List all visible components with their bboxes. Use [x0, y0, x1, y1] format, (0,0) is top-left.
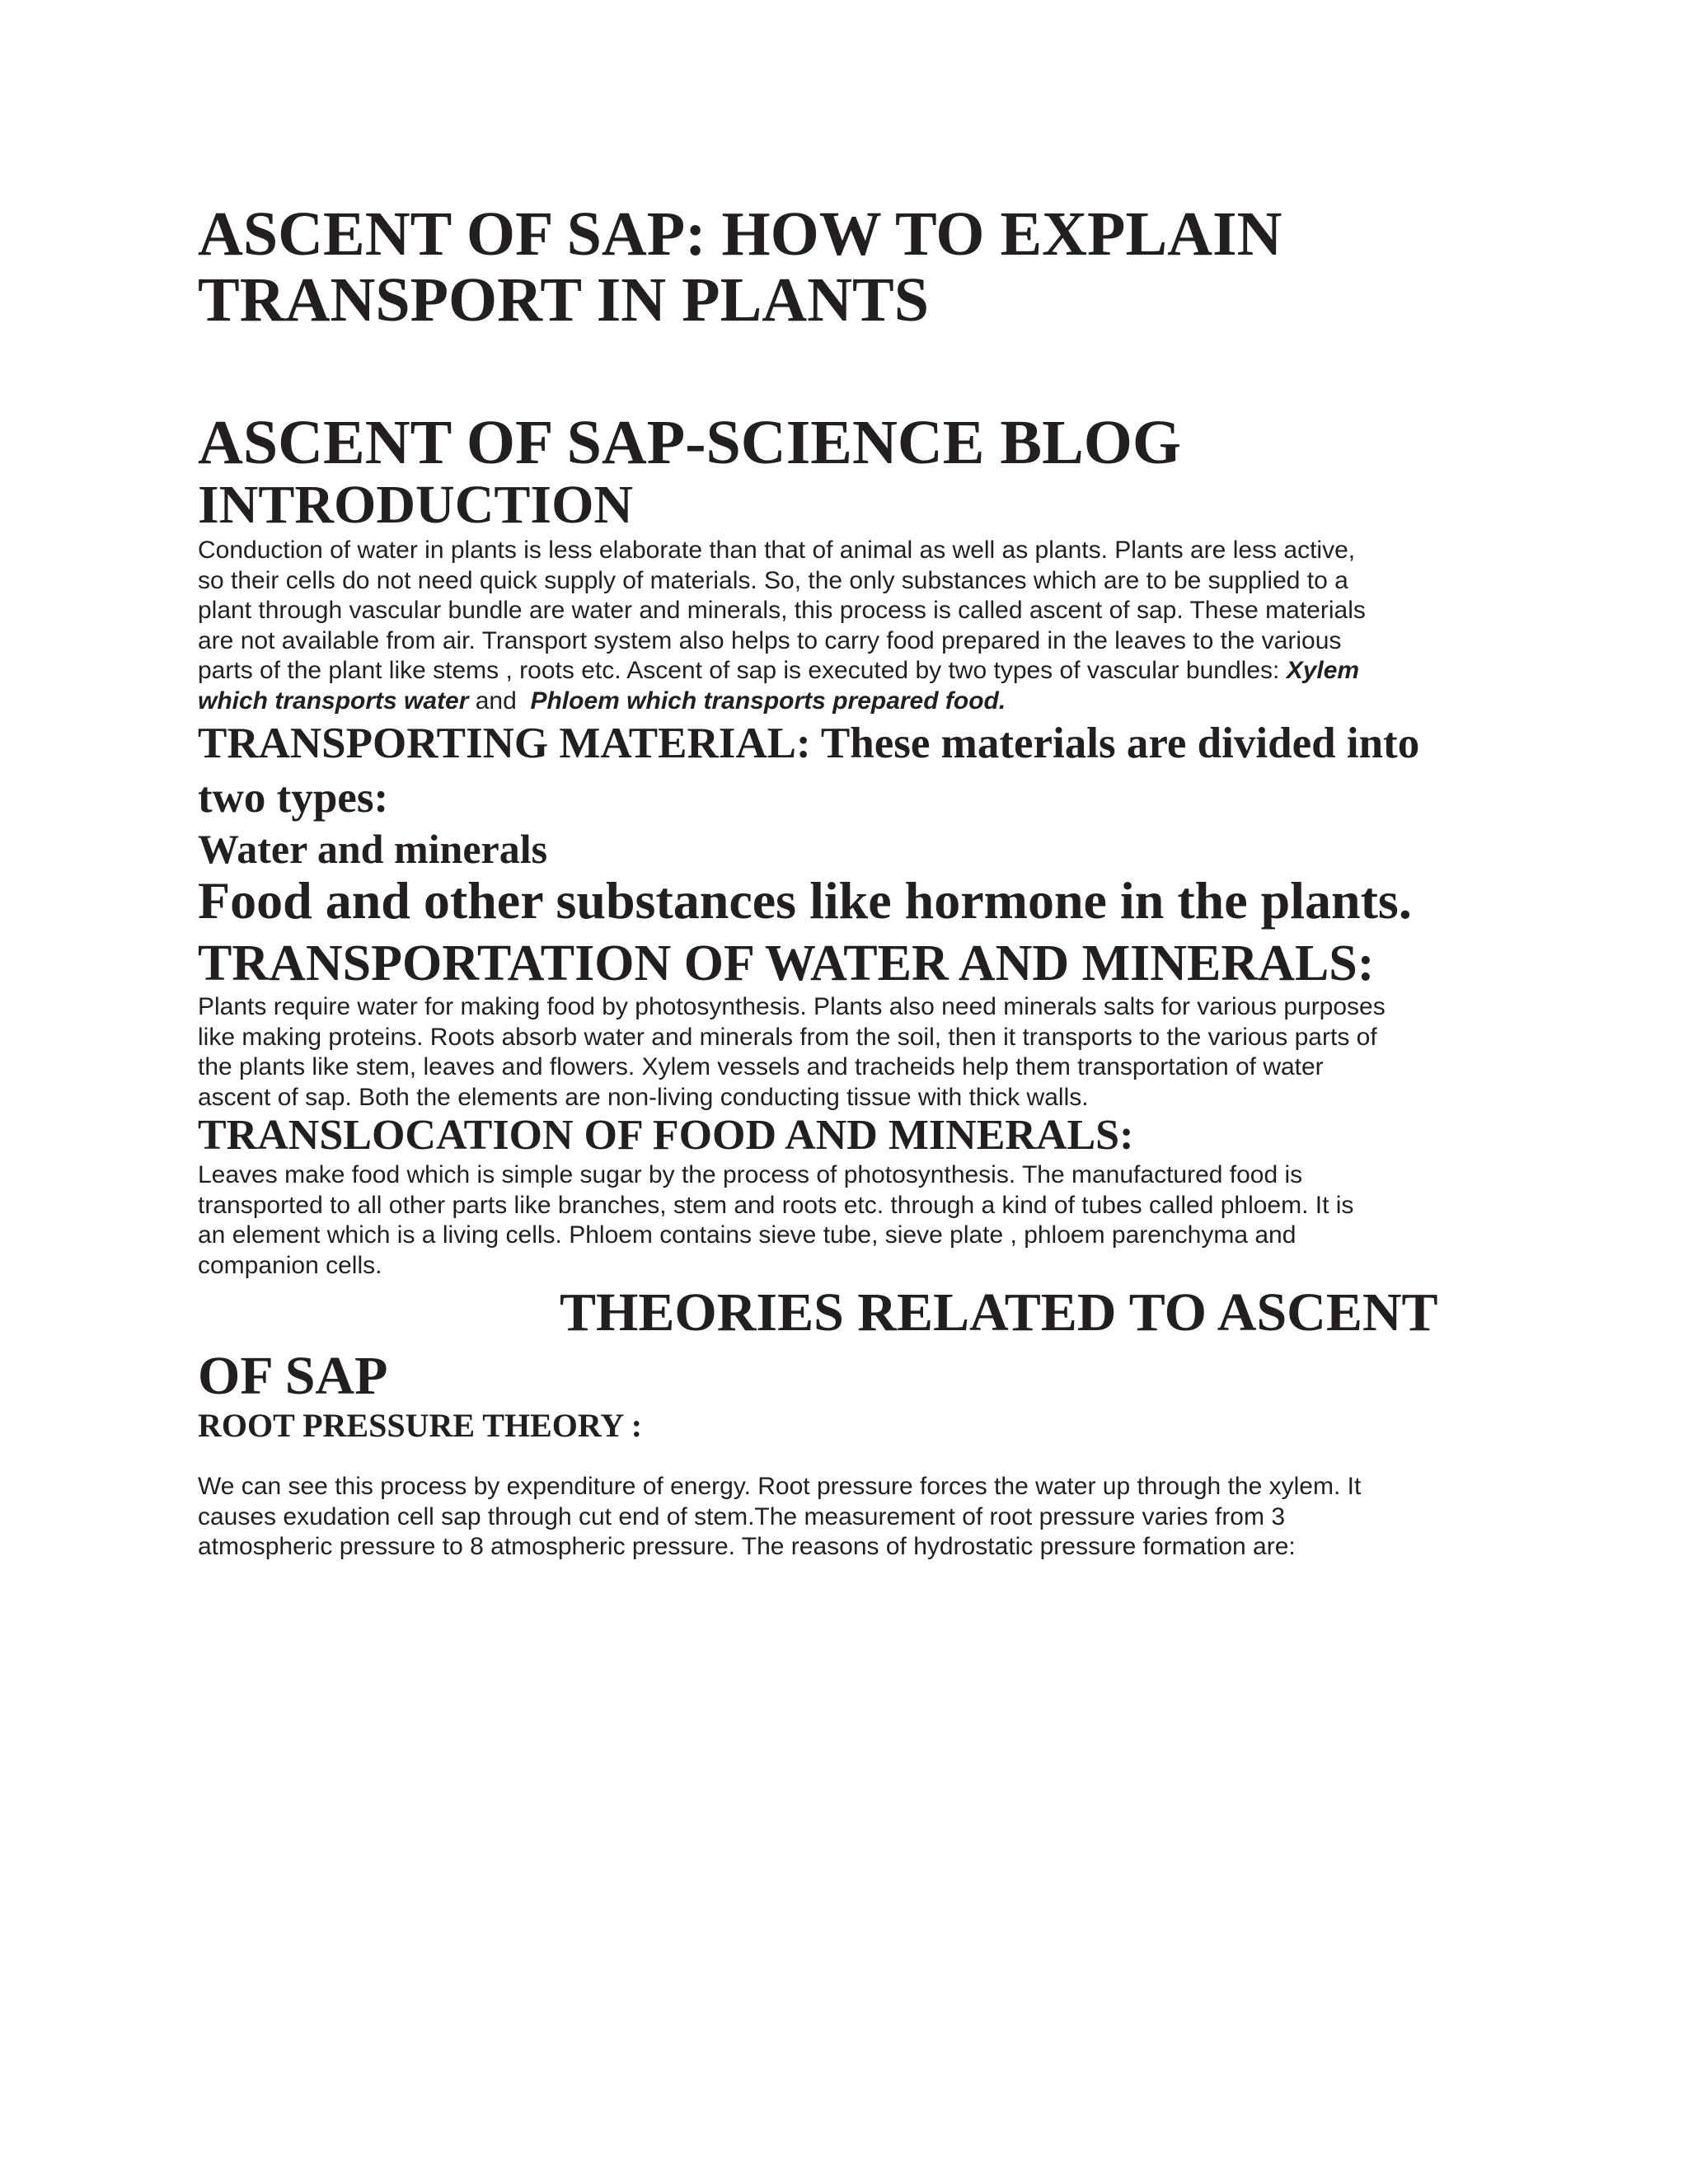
introduction-line-2: so their cells do not need quick supply of materials. So, the only substances which are to be supplied to a	[198, 566, 1348, 594]
theories-heading-line-1: THEORIES RELATED TO ASCENT	[560, 1282, 1438, 1343]
transportation-water-line-1: Plants require water for making food by photosynthesis. Plants also need minerals salts for various purposes	[198, 993, 1386, 1020]
xylem-transports-water-emphasis: which transports water	[198, 687, 469, 715]
introduction-line-6	[198, 687, 1006, 717]
transportation-water-line-4: ascent of sap. Both the elements are non-living conducting tissue with thick walls.	[198, 1083, 1089, 1111]
theories-heading-line-2: OF SAP	[198, 1346, 388, 1406]
translocation-line-2: transported to all other parts like branches, stem and roots etc. through a kind of tubes called phloem. It is	[198, 1191, 1354, 1219]
introduction-line-5	[198, 656, 1359, 687]
page-title-line-1: ASCENT OF SAP: HOW TO EXPLAIN	[198, 199, 1282, 269]
introduction-line-4: are not available from air. Transport system also helps to carry food prepared in the leaves to the various	[198, 626, 1342, 654]
transportation-water-heading: TRANSPORTATION OF WATER AND MINERALS:	[198, 935, 1375, 991]
introduction-line-5-text: parts of the plant like stems , roots etc. Ascent of sap is executed by two types of vascular bundles:	[198, 657, 1287, 684]
food-and-substances-subheading: Food and other substances like hormone in the plants.	[198, 871, 1412, 930]
xylem-emphasis: Xylem	[1286, 657, 1360, 684]
translocation-line-1: Leaves make food which is simple sugar by the process of photosynthesis. The manufactured food is	[198, 1161, 1303, 1188]
introduction-line-3: plant through vascular bundle are water and minerals, this process is called ascent of sap. These materials	[198, 597, 1366, 624]
introduction-heading: INTRODUCTION	[198, 475, 634, 535]
translocation-heading: TRANSLOCATION OF FOOD AND MINERALS:	[198, 1112, 1134, 1159]
introduction-line-6-and: and	[468, 687, 531, 715]
transportation-water-line-3: the plants like stem, leaves and flowers. Xylem vessels and tracheids help them transportation of water	[198, 1053, 1324, 1080]
root-pressure-line-1: We can see this process by expenditure of energy. Root pressure forces the water up through the xylem. It	[198, 1473, 1362, 1500]
page-title-line-2: TRANSPORT IN PLANTS	[198, 265, 929, 335]
transportation-water-line-2: like making proteins. Roots absorb water and minerals from the soil, then it transports to the various parts of	[198, 1023, 1377, 1051]
phloem-transports-food-emphasis: Phloem which transports prepared food.	[530, 687, 1006, 715]
blog-title: ASCENT OF SAP-SCIENCE BLOG	[198, 408, 1182, 477]
root-pressure-heading: ROOT PRESSURE THEORY :	[198, 1407, 643, 1444]
transporting-material-heading-line-1: TRANSPORTING MATERIAL: These materials are divided into	[198, 719, 1420, 767]
water-and-minerals-subheading: Water and minerals	[198, 826, 548, 872]
translocation-line-4: companion cells.	[198, 1251, 382, 1279]
root-pressure-line-3: atmospheric pressure to 8 atmospheric pressure. The reasons of hydrostatic pressure formation are:	[198, 1533, 1296, 1560]
root-pressure-line-2: causes exudation cell sap through cut end of stem.The measurement of root pressure varies from 3	[198, 1502, 1286, 1530]
introduction-line-1: Conduction of water in plants is less elaborate than that of animal as well as plants. Plants are less active,	[198, 537, 1356, 564]
translocation-line-3: an element which is a living cells. Phloem contains sieve tube, sieve plate , phloem parenchyma and	[198, 1221, 1296, 1249]
transporting-material-heading-line-2: two types:	[198, 774, 389, 822]
